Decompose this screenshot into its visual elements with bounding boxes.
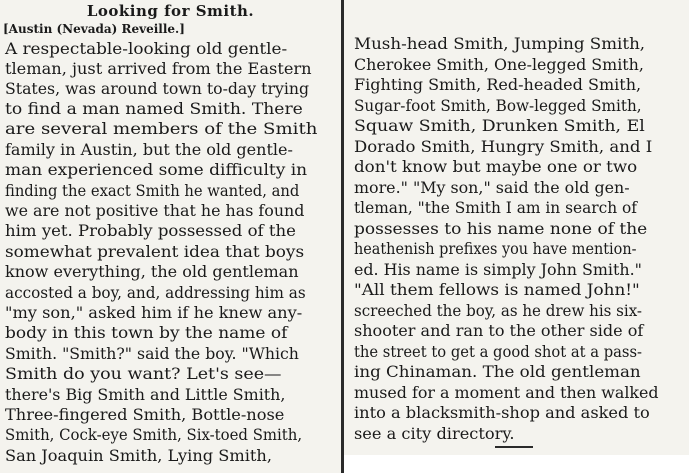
right-line-16: the street to get a good shot at a pass- <box>354 342 643 361</box>
page-edge <box>689 0 695 473</box>
right-line-18: mused for a moment and then walked <box>354 383 659 402</box>
left-line-20: Smith, Cock-eye Smith, Six-toed Smith, <box>5 425 303 444</box>
left-line-8: finding the exact Smith he wanted, and <box>5 181 300 200</box>
left-line-17: Smith do you want? Let's see— <box>5 364 282 383</box>
left-line-15: body in this town by the name of <box>5 323 288 342</box>
right-line-17: ing Chinaman. The old gentleman <box>354 362 641 381</box>
left-line-12: know everything, the old gentleman <box>5 262 299 281</box>
blank-margin <box>344 455 695 473</box>
right-line-4: Sugar-foot Smith, Bow-legged Smith, <box>354 96 642 115</box>
right-line-6: Dorado Smith, Hungry Smith, and I <box>354 137 653 156</box>
right-line-19: into a blacksmith-shop and asked to <box>354 403 650 422</box>
right-line-3: Fighting Smith, Red-headed Smith, <box>354 75 642 94</box>
right-line-20: see a city directory. <box>354 424 515 443</box>
left-line-21: San Joaquin Smith, Lying Smith, <box>5 446 272 465</box>
right-column <box>344 0 695 473</box>
left-line-6: family in Austin, but the old gentle- <box>5 140 293 159</box>
right-line-10: possesses to his name none of the <box>354 219 648 238</box>
right-line-8: more." "My son," said the old gen- <box>354 178 630 197</box>
right-line-5: Squaw Smith, Drunken Smith, El <box>354 116 645 135</box>
right-line-13: "All them fellows is named John!" <box>354 280 640 299</box>
right-line-12: ed. His name is simply John Smith." <box>354 260 642 279</box>
left-line-2: tleman, just arrived from the Eastern <box>5 59 312 78</box>
right-line-15: shooter and ran to the other side of <box>354 321 644 340</box>
left-column <box>0 0 341 473</box>
end-of-article-rule <box>495 446 533 448</box>
left-line-19: Three-fingered Smith, Bottle-nose <box>5 405 285 424</box>
right-line-9: tleman, "the Smith I am in search of <box>354 198 637 217</box>
left-line-13: accosted a boy, and, addressing him as <box>5 283 306 302</box>
right-line-11: heathenish prefixes you have mention- <box>354 239 637 258</box>
article-headline: Looking for Smith. <box>86 2 255 20</box>
left-line-1: A respectable-looking old gentle- <box>5 39 288 58</box>
left-line-3: States, was around town to-day trying <box>5 79 310 98</box>
left-line-16: Smith. "Smith?" said the boy. "Which <box>5 344 299 363</box>
left-line-9: we are not positive that he has found <box>5 201 305 220</box>
right-line-2: Cherokee Smith, One-legged Smith, <box>354 55 644 74</box>
right-line-7: don't know but maybe one or two <box>354 157 638 176</box>
left-line-11: somewhat prevalent idea that boys <box>5 242 305 261</box>
right-line-14: screeched the boy, as he drew his six- <box>354 301 643 320</box>
left-line-7: man experienced some difficulty in <box>5 160 308 179</box>
left-line-14: "my son," asked him if he knew any- <box>5 303 303 322</box>
left-line-10: him yet. Probably possessed of the <box>5 221 296 240</box>
left-line-4: to find a man named Smith. There <box>5 99 303 118</box>
left-line-5: are several members of the Smith <box>5 119 318 138</box>
right-line-1: Mush-head Smith, Jumping Smith, <box>354 34 646 53</box>
article-source: [Austin (Nevada) Reveille.] <box>3 22 185 36</box>
left-line-18: there's Big Smith and Little Smith, <box>5 385 286 404</box>
